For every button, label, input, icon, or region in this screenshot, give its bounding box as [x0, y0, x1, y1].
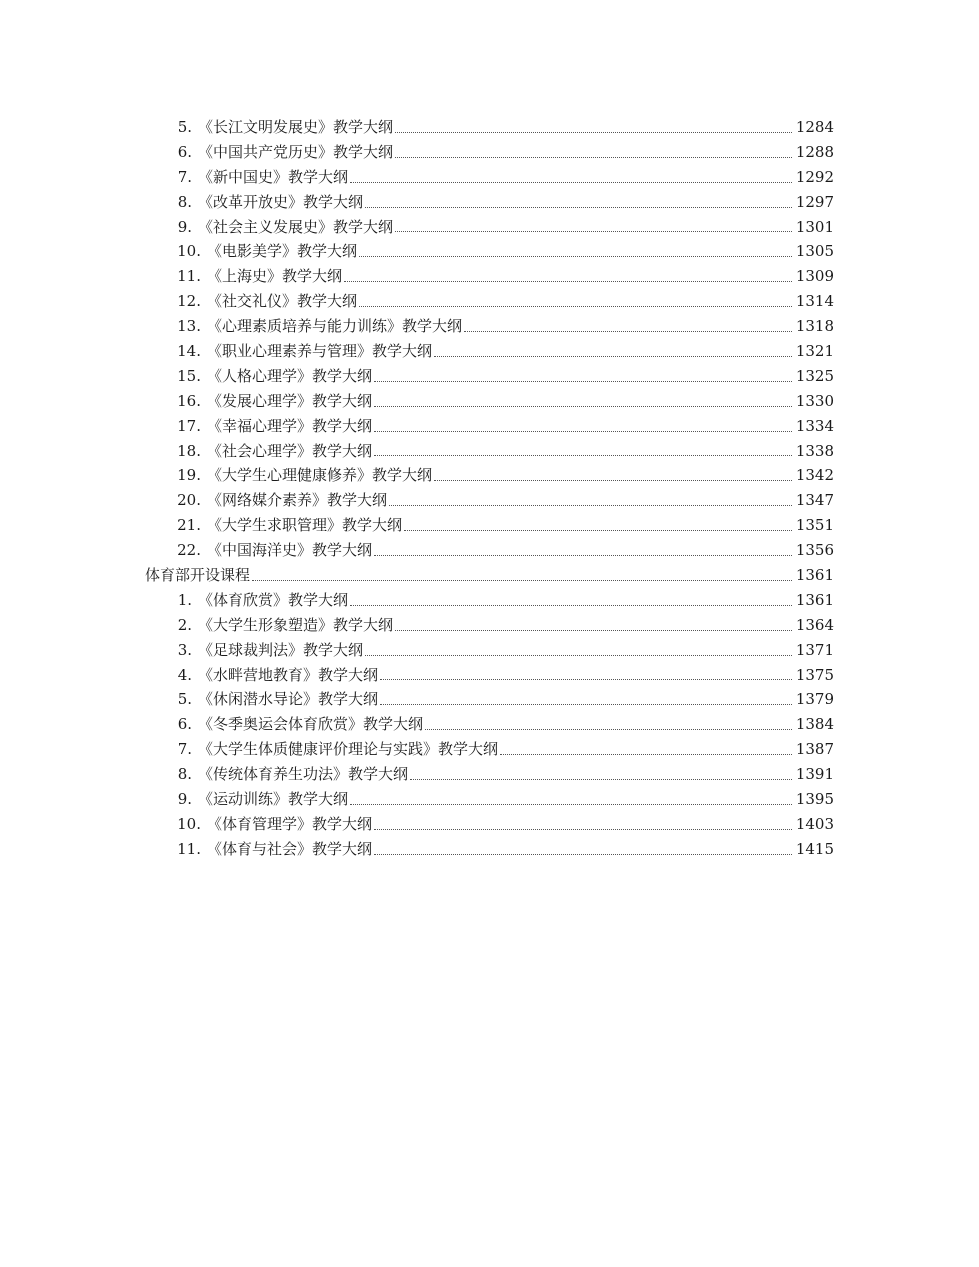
toc-entry-number: 10.: [177, 814, 201, 833]
toc-section-entry[interactable]: [0, 563, 979, 588]
toc-entry[interactable]: [0, 837, 979, 862]
toc-entry-title: 《体育与社会》教学大纲: [207, 839, 373, 858]
toc-dot-leader: [374, 405, 792, 407]
toc-page-number: 1361: [795, 590, 834, 609]
toc-dot-leader: [374, 430, 792, 432]
toc-entry-number: 8.: [177, 192, 192, 211]
toc-entry-title: 《社会心理学》教学大纲: [207, 441, 373, 460]
toc-entry-number: 3.: [177, 640, 192, 659]
toc-entry[interactable]: [0, 439, 979, 464]
toc-entry-title: 《水畔营地教育》教学大纲: [198, 665, 379, 684]
toc-dot-leader: [395, 230, 792, 232]
toc-dot-leader: [344, 280, 792, 282]
toc-entry-title: 《传统体育养生功法》教学大纲: [198, 765, 409, 784]
toc-page-number: 1384: [795, 715, 834, 734]
toc-entry-title: 《改革开放史》教学大纲: [198, 192, 364, 211]
toc-entry-title: 《职业心理素养与管理》教学大纲: [207, 342, 433, 361]
toc-entry[interactable]: [0, 588, 979, 613]
toc-page-number: 1364: [795, 615, 834, 634]
toc-entry-title: 《发展心理学》教学大纲: [207, 391, 373, 410]
toc-entry[interactable]: [0, 190, 979, 215]
toc-entry-title: 《休闲潜水导论》教学大纲: [198, 690, 379, 709]
toc-dot-leader: [500, 753, 792, 755]
toc-entry-title: 《运动训练》教学大纲: [198, 790, 349, 809]
toc-entry-number: 1.: [177, 590, 192, 609]
toc-page-number: 1356: [795, 541, 834, 560]
toc-entry[interactable]: [0, 165, 979, 190]
toc-entry[interactable]: [0, 787, 979, 812]
toc-dot-leader: [380, 678, 792, 680]
toc-entry[interactable]: [0, 314, 979, 339]
toc-entry-title: 《人格心理学》教学大纲: [207, 366, 373, 385]
toc-entry-number: 5.: [177, 690, 192, 709]
table-of-contents: [0, 115, 979, 862]
toc-entry[interactable]: [0, 712, 979, 737]
toc-dot-leader: [350, 803, 792, 805]
toc-dot-leader: [395, 131, 792, 133]
toc-page-number: 1297: [795, 192, 834, 211]
toc-page-number: 1334: [795, 416, 834, 435]
toc-dot-leader: [359, 255, 792, 257]
toc-entry-title: 《中国海洋史》教学大纲: [207, 541, 373, 560]
toc-entry[interactable]: [0, 115, 979, 140]
toc-entry-title: 《电影美学》教学大纲: [207, 242, 358, 261]
toc-dot-leader: [425, 728, 792, 730]
toc-dot-leader: [350, 604, 792, 606]
toc-entry-title: 《体育欣赏》教学大纲: [198, 590, 349, 609]
toc-entry[interactable]: [0, 264, 979, 289]
toc-entry-title: 《大学生体质健康评价理论与实践》教学大纲: [198, 740, 499, 759]
toc-entry-number: 16.: [177, 391, 201, 410]
toc-entry-number: 10.: [177, 242, 201, 261]
toc-entry[interactable]: [0, 289, 979, 314]
toc-entry[interactable]: [0, 389, 979, 414]
toc-dot-leader: [434, 355, 792, 357]
toc-page-number: 1361: [795, 566, 834, 585]
toc-entry-number: 9.: [177, 217, 192, 236]
toc-entry-number: 7.: [177, 167, 192, 186]
toc-entry-number: 11.: [177, 267, 201, 286]
toc-entry[interactable]: [0, 140, 979, 165]
toc-entry-title: 《中国共产党历史》教学大纲: [198, 142, 394, 161]
toc-page-number: 1330: [795, 391, 834, 410]
toc-dot-leader: [365, 206, 792, 208]
toc-entry-title: 《社会主义发展史》教学大纲: [198, 217, 394, 236]
toc-entry-number: 13.: [177, 317, 201, 336]
toc-entry-title: 《大学生求职管理》教学大纲: [207, 516, 403, 535]
toc-page-number: 1347: [795, 491, 834, 510]
toc-entry-title: 《大学生心理健康修养》教学大纲: [207, 466, 433, 485]
toc-dot-leader: [389, 504, 792, 506]
toc-entry-number: 21.: [177, 516, 201, 535]
toc-entry[interactable]: [0, 762, 979, 787]
toc-entry[interactable]: [0, 215, 979, 240]
toc-page-number: 1292: [795, 167, 834, 186]
toc-entry-number: 6.: [177, 715, 192, 734]
toc-entry-title: 体育部开设课程: [145, 566, 251, 585]
toc-page-number: 1403: [795, 814, 834, 833]
toc-page-number: 1318: [795, 317, 834, 336]
toc-page-number: 1351: [795, 516, 834, 535]
toc-entry[interactable]: [0, 687, 979, 712]
toc-page-number: 1415: [795, 839, 834, 858]
toc-entry-title: 《冬季奥运会体育欣赏》教学大纲: [198, 715, 424, 734]
toc-page-number: 1309: [795, 267, 834, 286]
toc-entry[interactable]: [0, 812, 979, 837]
toc-entry-title: 《幸福心理学》教学大纲: [207, 416, 373, 435]
toc-dot-leader: [374, 828, 792, 830]
toc-entry[interactable]: [0, 613, 979, 638]
toc-entry-title: 《心理素质培养与能力训练》教学大纲: [207, 317, 463, 336]
toc-page-number: 1321: [795, 342, 834, 361]
toc-entry-number: 4.: [177, 665, 192, 684]
toc-page-number: 1342: [795, 466, 834, 485]
toc-entry-number: 19.: [177, 466, 201, 485]
toc-entry-number: 5.: [177, 118, 192, 136]
toc-page-number: 1325: [795, 366, 834, 385]
toc-entry-title: 《上海史》教学大纲: [207, 267, 343, 286]
toc-entry[interactable]: [0, 414, 979, 439]
toc-dot-leader: [252, 579, 792, 581]
toc-entry-title: 《足球裁判法》教学大纲: [198, 640, 364, 659]
toc-entry-number: 15.: [177, 366, 201, 385]
toc-page-number: 1379: [795, 690, 834, 709]
toc-dot-leader: [350, 181, 792, 183]
toc-entry[interactable]: [0, 364, 979, 389]
toc-dot-leader: [365, 654, 792, 656]
toc-dot-leader: [395, 629, 792, 631]
toc-page-number: 1284: [795, 118, 834, 136]
toc-entry-title: 《网络媒介素养》教学大纲: [207, 491, 388, 510]
toc-dot-leader: [359, 305, 792, 307]
toc-entry[interactable]: [0, 513, 979, 538]
toc-entry-number: 22.: [177, 541, 201, 560]
toc-entry-number: 11.: [177, 839, 201, 858]
toc-dot-leader: [380, 703, 792, 705]
toc-entry-number: 6.: [177, 142, 192, 161]
toc-entry-number: 12.: [177, 292, 201, 311]
toc-entry-number: 9.: [177, 790, 192, 809]
toc-entry[interactable]: [0, 488, 979, 513]
toc-entry[interactable]: [0, 339, 979, 364]
toc-entry-number: 20.: [177, 491, 201, 510]
toc-page-number: 1391: [795, 765, 834, 784]
toc-entry[interactable]: [0, 638, 979, 663]
toc-dot-leader: [395, 156, 792, 158]
toc-entry[interactable]: [0, 463, 979, 488]
toc-dot-leader: [404, 529, 792, 531]
toc-entry[interactable]: [0, 663, 979, 688]
toc-entry[interactable]: [0, 737, 979, 762]
toc-dot-leader: [374, 554, 792, 556]
toc-page-number: 1301: [795, 217, 834, 236]
toc-page-number: 1387: [795, 740, 834, 759]
toc-page-number: 1395: [795, 790, 834, 809]
toc-page-number: 1338: [795, 441, 834, 460]
toc-entry-number: 7.: [177, 740, 192, 759]
toc-entry-title: 《新中国史》教学大纲: [198, 167, 349, 186]
toc-entry-title: 《大学生形象塑造》教学大纲: [198, 615, 394, 634]
toc-entry-number: 17.: [177, 416, 201, 435]
toc-page-number: 1371: [795, 640, 834, 659]
toc-entry-title: 《体育管理学》教学大纲: [207, 814, 373, 833]
toc-entry[interactable]: [0, 239, 979, 264]
toc-entry-number: 8.: [177, 765, 192, 784]
toc-entry-number: 14.: [177, 342, 201, 361]
toc-dot-leader: [374, 853, 792, 855]
toc-page-number: 1288: [795, 142, 834, 161]
toc-page-number: 1314: [795, 292, 834, 311]
toc-dot-leader: [434, 479, 792, 481]
toc-dot-leader: [410, 778, 792, 780]
toc-entry[interactable]: [0, 538, 979, 563]
toc-dot-leader: [464, 330, 792, 332]
toc-dot-leader: [374, 454, 792, 456]
toc-entry-number: 2.: [177, 615, 192, 634]
toc-page-number: 1305: [795, 242, 834, 261]
toc-entry-title: 《长江文明发展史》教学大纲: [198, 118, 394, 136]
toc-entry-title: 《社交礼仪》教学大纲: [207, 292, 358, 311]
toc-page-number: 1375: [795, 665, 834, 684]
toc-dot-leader: [374, 380, 792, 382]
toc-entry-number: 18.: [177, 441, 201, 460]
